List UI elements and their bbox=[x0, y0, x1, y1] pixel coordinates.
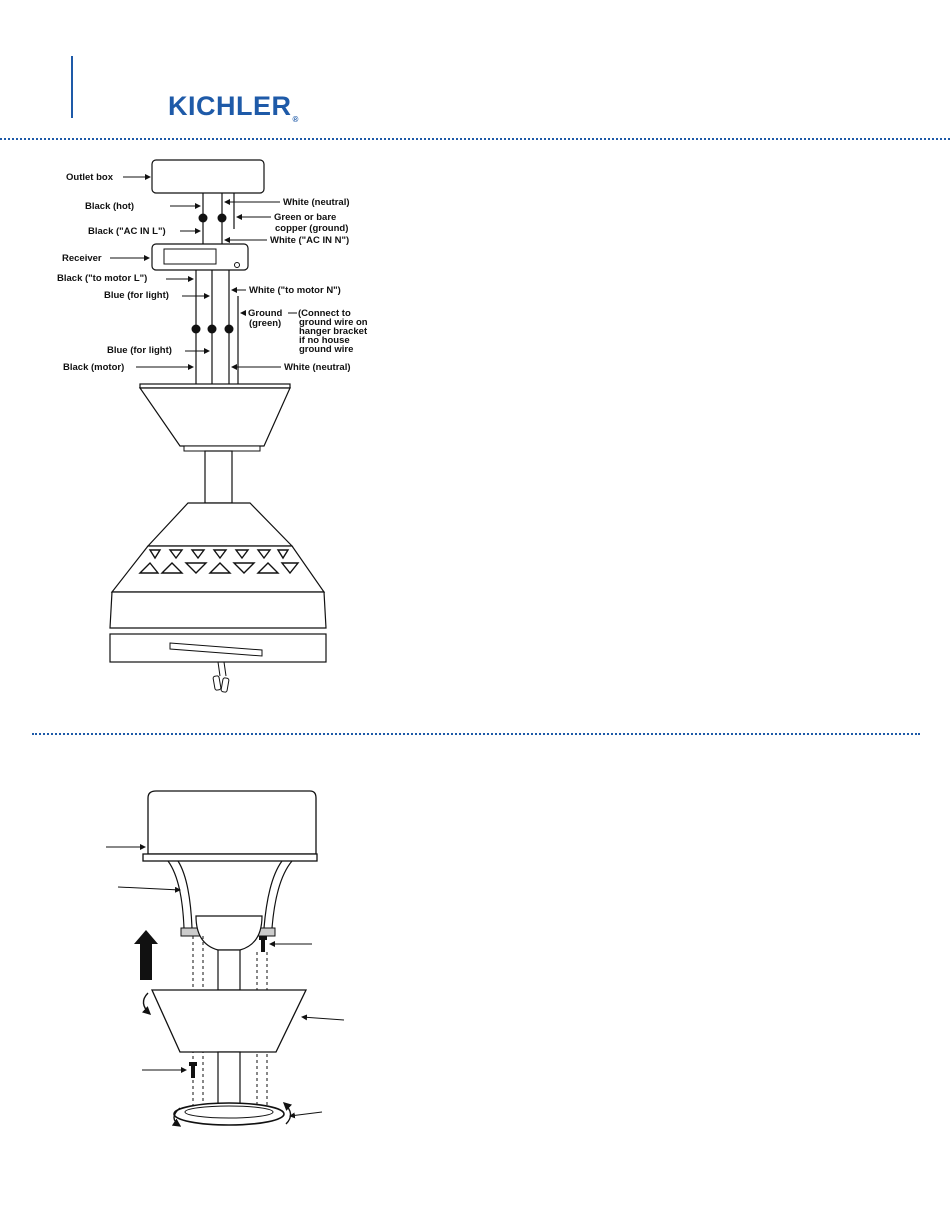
label-note-3: hanger bracket bbox=[299, 326, 368, 337]
label-white-ac-in-n: White ("AC IN N") bbox=[270, 235, 350, 246]
downrod-lower bbox=[218, 1052, 240, 1108]
canopy-2 bbox=[152, 990, 306, 1052]
label-white-neutral-bottom: White (neutral) bbox=[284, 362, 351, 373]
rotate-arrow-icon-ring-right bbox=[284, 1103, 291, 1124]
label-white-neutral-top: White (neutral) bbox=[283, 197, 350, 208]
label-outlet-box: Outlet box bbox=[66, 172, 113, 183]
rotate-arrow-icon-left bbox=[143, 993, 150, 1014]
label-note-4: if no house bbox=[299, 335, 350, 346]
screw-icon-top bbox=[259, 936, 267, 952]
hanger-bracket-arm-right bbox=[264, 861, 292, 928]
downrod-shape bbox=[205, 451, 232, 503]
label-black-motor: Black (motor) bbox=[63, 362, 125, 373]
motor-housing-top bbox=[148, 503, 292, 546]
light-connector-plug-2 bbox=[221, 678, 229, 693]
label-note-5: ground wire bbox=[299, 344, 354, 355]
motor-housing-lower bbox=[110, 592, 326, 628]
label-blue-for-light-bottom: Blue (for light) bbox=[107, 345, 172, 356]
label-black-to-motor-l: Black ("to motor L") bbox=[57, 273, 148, 284]
canopy-collar bbox=[184, 446, 260, 451]
label-copper-ground: copper (ground) bbox=[275, 223, 349, 234]
light-connector-wires bbox=[218, 662, 226, 676]
label-black-ac-in-l: Black ("AC IN L") bbox=[88, 226, 166, 237]
downrod-ball bbox=[196, 916, 262, 950]
wire-nut-1 bbox=[192, 325, 201, 334]
hanger-bracket-arm-left bbox=[168, 861, 192, 928]
brand-name: KICHLER bbox=[168, 91, 292, 121]
light-connector-plug-1 bbox=[213, 676, 221, 691]
label-green-or-bare: Green or bare bbox=[274, 212, 337, 223]
label-ground: Ground bbox=[248, 308, 283, 319]
label-note-1: (Connect to bbox=[298, 308, 351, 319]
wiring-diagram bbox=[57, 160, 368, 692]
screw-icon-bottom bbox=[189, 1062, 197, 1078]
wire-nut-white bbox=[218, 214, 227, 223]
label-black-hot: Black (hot) bbox=[85, 201, 135, 212]
label-receiver: Receiver bbox=[62, 253, 102, 264]
wire-nut-2 bbox=[208, 325, 217, 334]
label-green: (green) bbox=[249, 318, 282, 329]
registered-mark: ® bbox=[292, 115, 299, 124]
receiver-window bbox=[164, 249, 216, 264]
canopy-shape bbox=[140, 388, 290, 446]
downrod-upper bbox=[218, 950, 240, 990]
label-note-2: ground wire on bbox=[299, 317, 368, 328]
label-blue-for-light-top: Blue (for light) bbox=[104, 290, 169, 301]
up-arrow-icon bbox=[134, 930, 158, 980]
wire-nut-3 bbox=[225, 325, 234, 334]
wire-nut-black bbox=[199, 214, 208, 223]
hanger-bracket-plate bbox=[143, 854, 317, 861]
outlet-box-shape bbox=[152, 160, 264, 193]
outlet-box-2 bbox=[148, 791, 316, 854]
canopy-install-diagram bbox=[106, 791, 344, 1126]
label-white-to-motor-n: White ("to motor N") bbox=[249, 285, 341, 296]
